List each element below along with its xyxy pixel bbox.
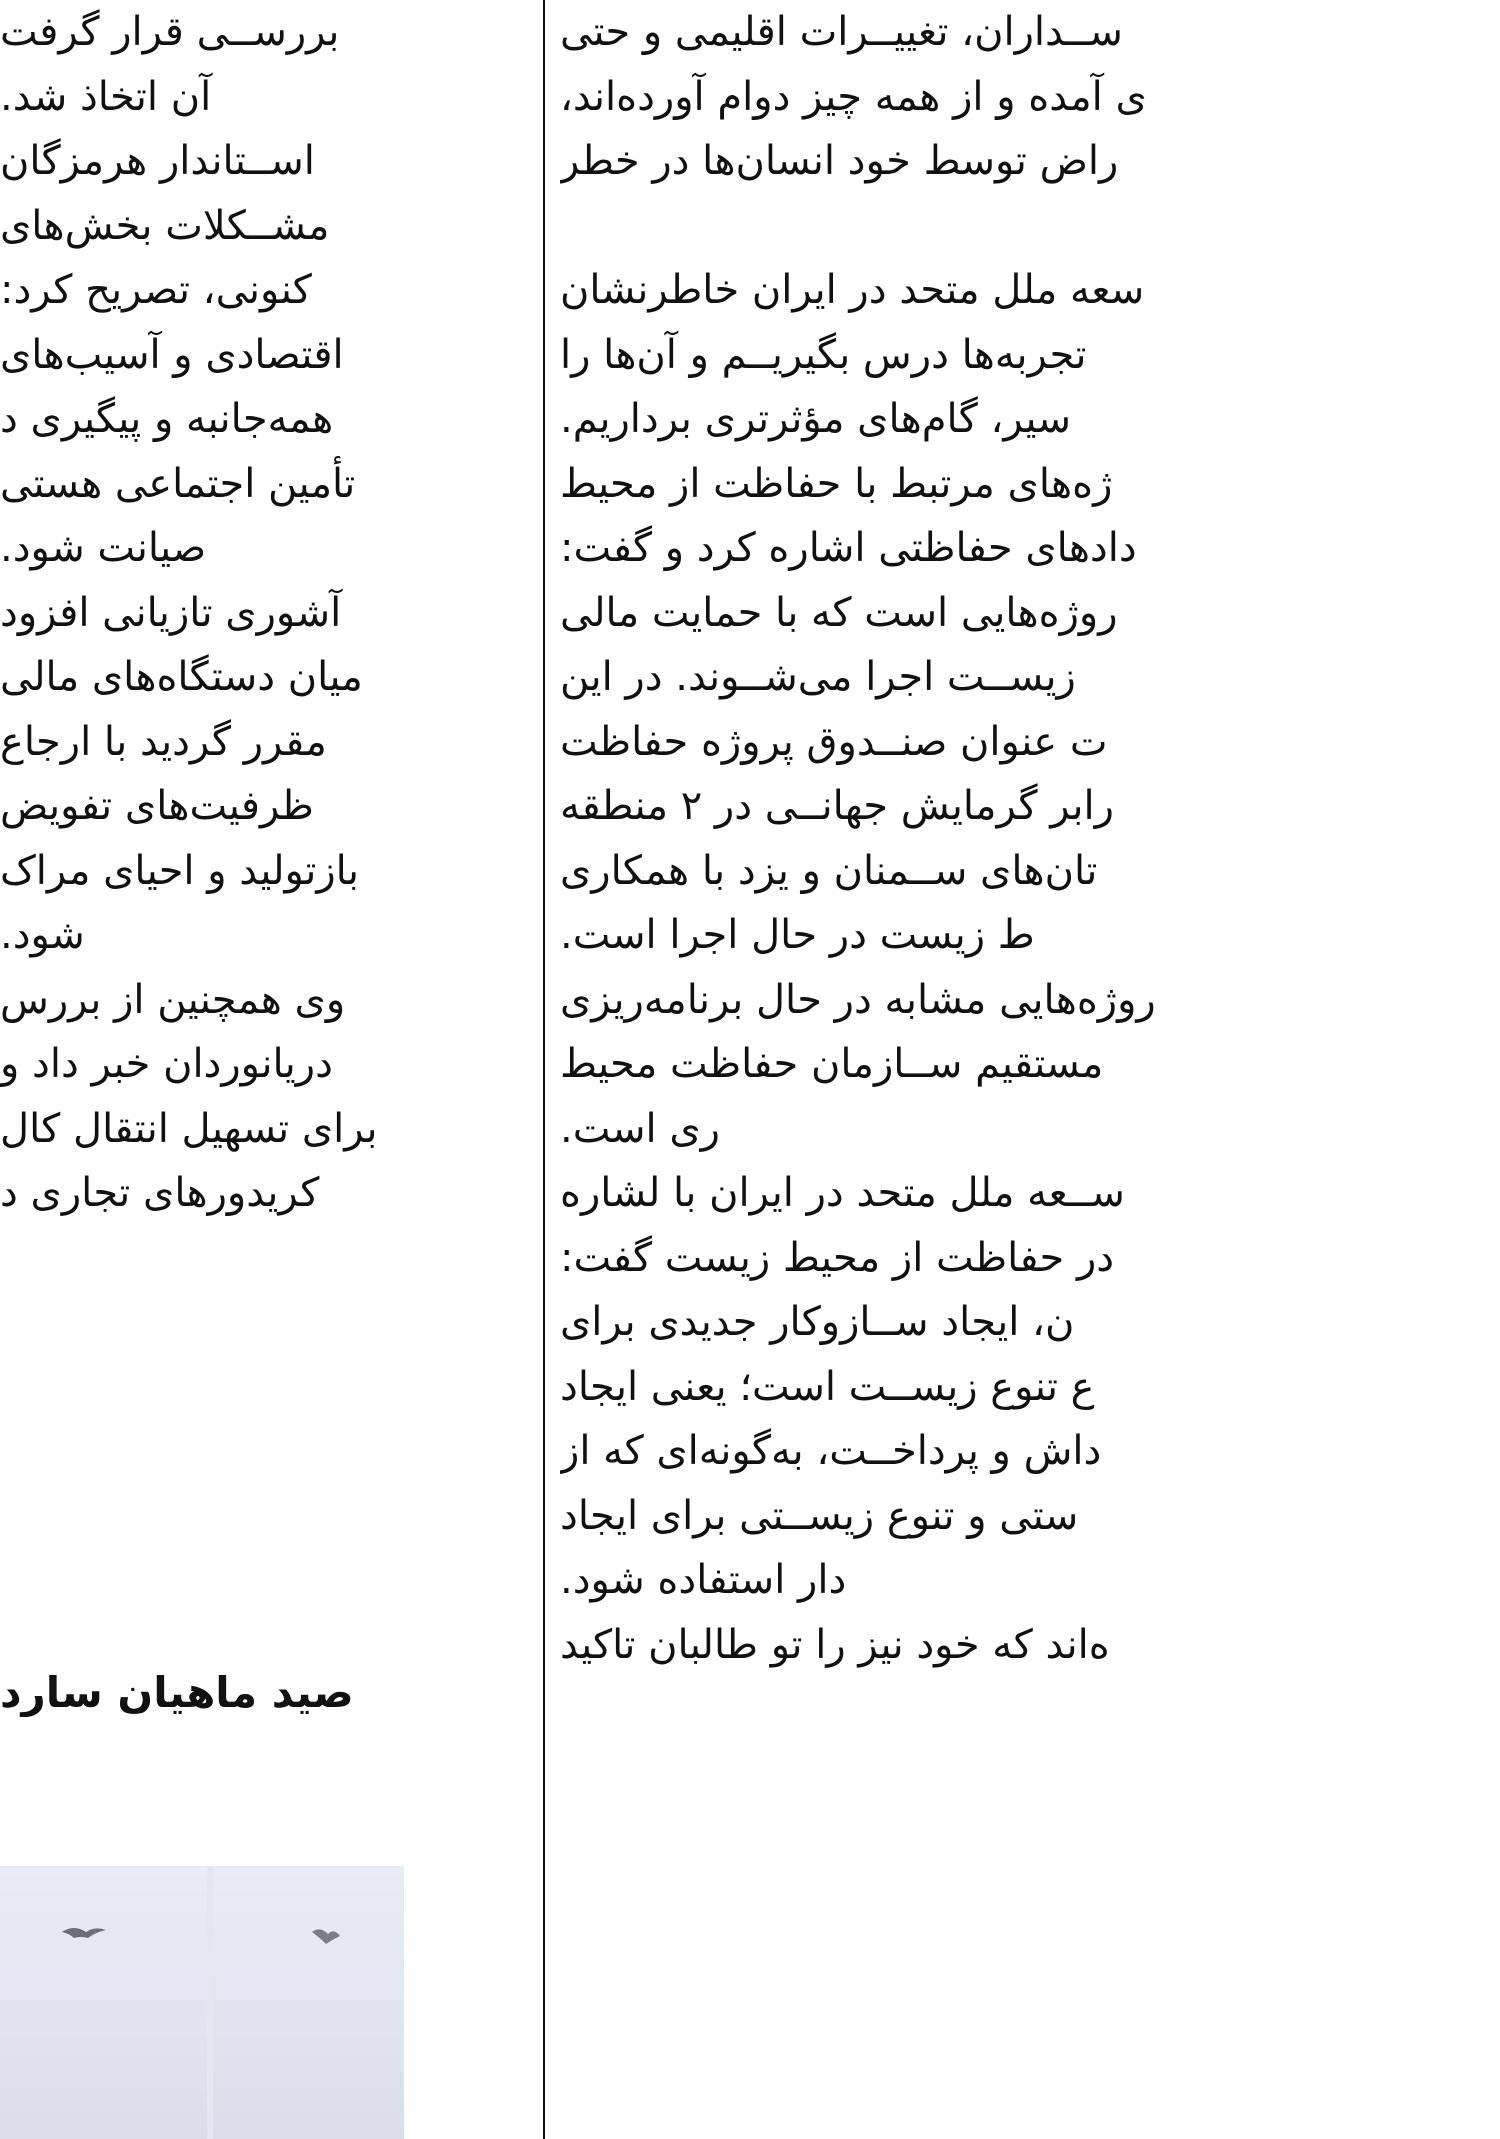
text-line: وی همچنین از بررس <box>0 976 346 1023</box>
text-line: زیســت اجرا می‌شــوند. در این <box>560 654 1076 700</box>
text-line: اســتاندار هرمزگان <box>0 138 315 184</box>
text-line: دار استفاده شود. <box>560 1557 847 1603</box>
text-line: در حفاظت از محیط زیست گفت: <box>560 1234 1115 1281</box>
text-line: سیر، گام‌های مؤثرتری برداریم. <box>560 396 1072 442</box>
text-line: تجربه‌ها درس بگیریــم و آن‌ها را <box>560 331 1087 378</box>
text-line: اقتصادی و آسیب‌های <box>0 331 344 378</box>
text-line: روژه‌هایی مشابه در حال برنامه‌ریزی <box>560 976 1156 1023</box>
text-line: آن اتخاذ شد. <box>0 73 212 120</box>
text-line: ه‌اند که خود نیز را تو طالبان تاکید <box>560 1621 1110 1668</box>
left-column <box>0 0 392 1226</box>
text-line: برای تسهیل انتقال کال <box>0 1105 378 1152</box>
text-line: ی آمده و از همه چیز دوام آورده‌اند، <box>560 73 1147 120</box>
text-line: کنونی، تصریح کرد: <box>0 267 312 313</box>
text-line: مقرر گردید با ارجاع <box>0 718 327 765</box>
text-line: صیانت شود. <box>0 525 207 571</box>
text-line: آشوری تازیانی افزود <box>0 589 342 636</box>
text-line: میان دستگاه‌های مالی <box>0 654 363 700</box>
text-line: شود. <box>0 912 85 958</box>
text-line: روژه‌هایی است که با حمایت مالی <box>560 589 1118 636</box>
text-line: ن، ایجاد ســازوکار جدیدی برای <box>560 1299 1075 1345</box>
text-line <box>560 194 1500 259</box>
text-line: مشــکلات بخش‌های <box>0 202 330 249</box>
text-line: همه‌جانبه و پیگیری د <box>0 396 334 442</box>
text-line: داش و پرداخــت، به‌گونه‌ای که از <box>560 1428 1102 1474</box>
text-line: ری است. <box>560 1105 720 1152</box>
article-photo <box>0 1866 404 2139</box>
text-line: ط زیست در حال اجرا است. <box>560 912 1035 958</box>
text-line: ژه‌های مرتبط با حفاظت از محیط <box>560 460 1113 507</box>
text-line: ع تنوع زیســت است؛ یعنی ایجاد <box>560 1363 1095 1410</box>
text-line: رابر گرمایش جهانــی در ۲ منطقه <box>560 783 1114 829</box>
text-line: سعه ملل متحد در ایران خاطرنشان <box>560 267 1145 313</box>
text-line: کریدورهای تجاری د <box>0 1170 320 1216</box>
text-line: دریانوردان خبر داد و <box>0 1041 333 1087</box>
text-line: ستی و تنوع زیســتی برای ایجاد <box>560 1492 1079 1539</box>
text-line: تأمین اجتماعی هستی <box>0 460 356 507</box>
text-line: بررســی قرار گرفت <box>0 9 340 55</box>
photo-birds-icon <box>0 1866 404 2139</box>
text-line: مستقیم ســازمان حفاظت محیط <box>560 1041 1104 1087</box>
text-line: ســعه ملل متحد در ایران با لشاره <box>560 1170 1125 1216</box>
text-line: دادهای حفاظتی اشاره کرد و گفت: <box>560 525 1137 571</box>
text-line: بازتولید و احیای مراک <box>0 847 359 894</box>
section-heading: صید ماهیان سارد <box>0 1668 354 1717</box>
text-line: ظرفیت‌های تفویض <box>0 783 314 829</box>
text-line: ت عنوان صنــدوق پروژه حفاظت <box>560 718 1108 765</box>
text-line: ســداران، تغییــرات اقلیمی و حتی <box>560 9 1123 55</box>
text-line: تان‌های ســمنان و یزد با همکاری <box>560 847 1098 894</box>
column-divider <box>543 0 545 2139</box>
text-line: راض توسط خود انسان‌ها در خطر <box>560 138 1119 184</box>
right-column <box>560 0 1500 1677</box>
